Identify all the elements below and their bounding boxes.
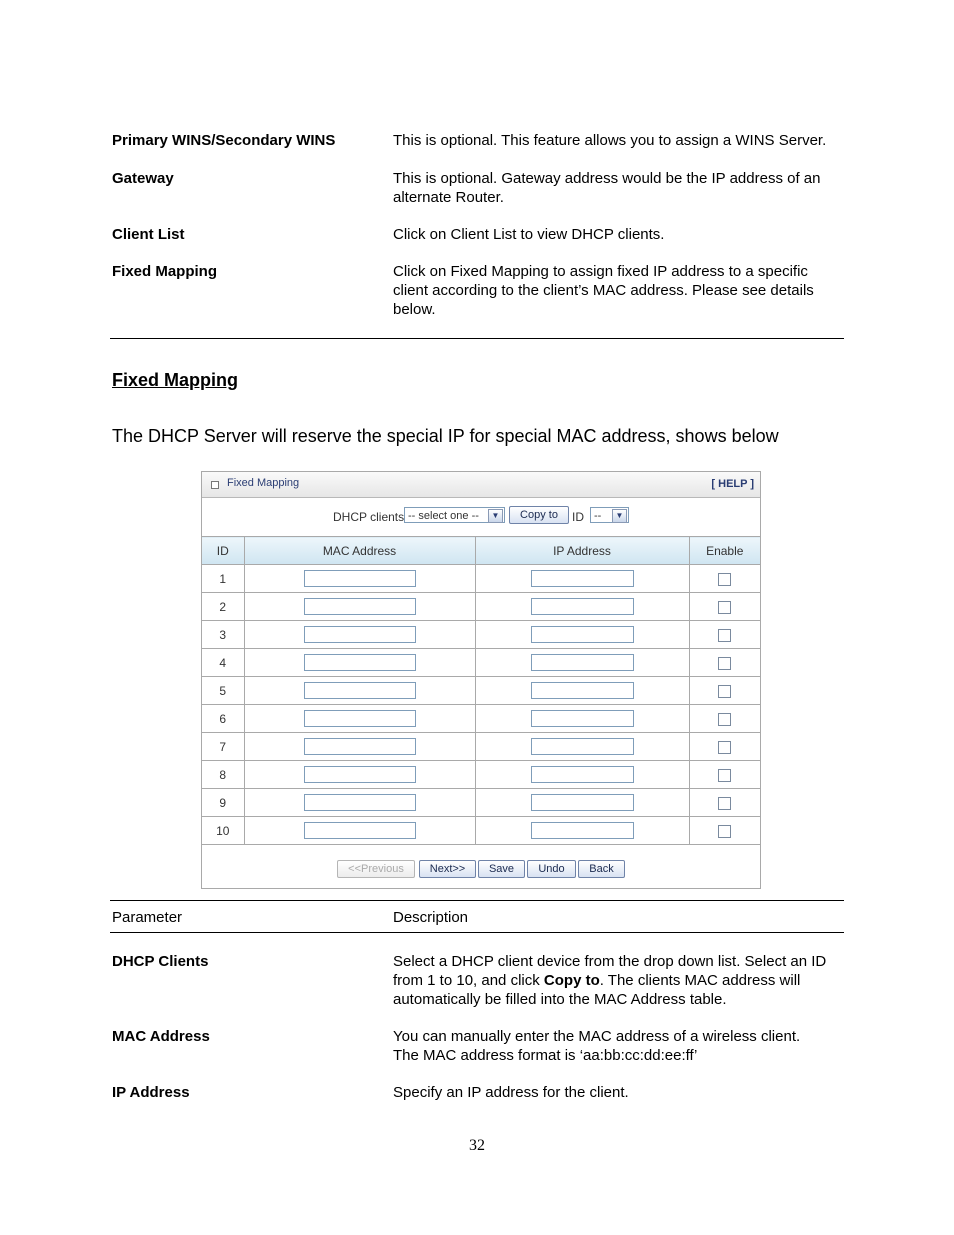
mac-address-input[interactable] xyxy=(304,598,416,615)
mac-address-input[interactable] xyxy=(304,738,416,755)
ip-address-cell xyxy=(475,565,689,593)
mac-address-input[interactable] xyxy=(304,682,416,699)
ip-address-cell xyxy=(475,705,689,733)
ip-address-input[interactable] xyxy=(531,822,634,839)
table-row xyxy=(202,565,760,593)
mac-address-cell xyxy=(244,705,475,733)
ip-address-cell xyxy=(475,789,689,817)
mac-address-cell xyxy=(244,761,475,789)
mac-address-input[interactable] xyxy=(304,570,416,587)
mac-address-cell xyxy=(244,649,475,677)
mac-address-cell xyxy=(244,593,475,621)
ip-address-input[interactable] xyxy=(531,570,634,587)
ip-address-input[interactable] xyxy=(531,654,634,671)
mac-address-cell xyxy=(244,733,475,761)
param-name-wins: Primary WINS/Secondary WINS xyxy=(112,132,336,149)
back-button[interactable]: Back xyxy=(578,860,625,878)
enable-cell xyxy=(689,593,760,621)
param-name-fixed-mapping: Fixed Mapping xyxy=(112,263,217,280)
previous-button[interactable]: <<Previous xyxy=(337,860,415,878)
row-id: 5 xyxy=(202,677,244,705)
row-id: 4 xyxy=(202,649,244,677)
param-desc-wins: This is optional. This feature allows you to assign a WINS Server. xyxy=(393,132,827,149)
divider xyxy=(110,932,844,933)
ip-address-input[interactable] xyxy=(531,598,634,615)
desc-header: Description xyxy=(393,909,469,926)
row-id: 10 xyxy=(202,817,244,845)
mac-address-cell xyxy=(244,621,475,649)
row-id: 7 xyxy=(202,733,244,761)
mac-address-input[interactable] xyxy=(304,654,416,671)
param-desc-fixed-mapping: Click on Fixed Mapping to assign fixed IP address to a specific client according to the client’s MAC address. Please see details below. xyxy=(393,263,814,318)
param-desc-ip-address: Specify an IP address for the client. xyxy=(393,1084,629,1101)
id-label: ID xyxy=(572,510,584,524)
mac-address-cell xyxy=(244,677,475,705)
enable-checkbox[interactable] xyxy=(718,769,731,782)
table-row xyxy=(202,621,760,649)
ip-address-input[interactable] xyxy=(531,794,634,811)
enable-cell xyxy=(689,565,760,593)
enable-checkbox[interactable] xyxy=(718,573,731,586)
ip-address-input[interactable] xyxy=(531,738,634,755)
mac-address-cell xyxy=(244,817,475,845)
param-header: Parameter xyxy=(112,909,183,926)
ip-address-input[interactable] xyxy=(531,710,634,727)
enable-checkbox[interactable] xyxy=(718,713,731,726)
col-id: ID xyxy=(202,537,244,565)
enable-checkbox[interactable] xyxy=(718,825,731,838)
param-name-mac-address: MAC Address xyxy=(112,1028,210,1045)
mac-address-cell xyxy=(244,789,475,817)
table-body xyxy=(202,565,760,845)
panel-header xyxy=(202,472,760,498)
mapping-table xyxy=(202,536,760,845)
copy-to-button[interactable]: Copy to xyxy=(509,506,569,524)
enable-checkbox[interactable] xyxy=(718,741,731,754)
panel-title: Fixed Mapping xyxy=(227,477,300,489)
col-mac-address: MAC Address xyxy=(244,537,475,565)
id-select[interactable]: -- ▼ xyxy=(590,507,629,523)
ip-address-cell xyxy=(475,593,689,621)
col-ip-address: IP Address xyxy=(475,537,689,565)
ip-address-cell xyxy=(475,621,689,649)
table-row xyxy=(202,593,760,621)
ip-address-cell xyxy=(475,761,689,789)
undo-button[interactable]: Undo xyxy=(527,860,576,878)
page-number: 32 xyxy=(469,1137,485,1154)
save-button[interactable]: Save xyxy=(478,860,525,878)
param-name-client-list: Client List xyxy=(112,226,185,243)
ip-address-input[interactable] xyxy=(531,682,634,699)
divider xyxy=(110,338,844,339)
mac-address-input[interactable] xyxy=(304,626,416,643)
table-row xyxy=(202,761,760,789)
mac-address-input[interactable] xyxy=(304,822,416,839)
table-row xyxy=(202,817,760,845)
help-link[interactable]: [ HELP ] xyxy=(711,478,754,490)
ip-address-cell xyxy=(475,677,689,705)
row-id: 2 xyxy=(202,593,244,621)
chevron-down-icon: ▼ xyxy=(488,509,503,523)
fixed-mapping-panel xyxy=(201,471,761,889)
table-footer xyxy=(202,851,760,888)
mac-address-cell xyxy=(244,565,475,593)
row-id: 8 xyxy=(202,761,244,789)
param-name-dhcp-clients: DHCP Clients xyxy=(112,953,209,970)
param-name-ip-address: IP Address xyxy=(112,1084,190,1101)
ip-address-input[interactable] xyxy=(531,626,634,643)
row-id: 3 xyxy=(202,621,244,649)
row-id: 1 xyxy=(202,565,244,593)
dhcp-clients-select[interactable]: -- select one -- ▼ xyxy=(404,507,505,523)
dhcp-clients-label: DHCP clients xyxy=(333,510,405,524)
section-heading: Fixed Mapping xyxy=(112,370,238,390)
enable-cell xyxy=(689,817,760,845)
ip-address-cell xyxy=(475,817,689,845)
divider xyxy=(110,900,844,901)
enable-checkbox[interactable] xyxy=(718,657,731,670)
ip-address-input[interactable] xyxy=(531,766,634,783)
table-header-row xyxy=(202,537,760,565)
mac-address-input[interactable] xyxy=(304,766,416,783)
panel-square-icon xyxy=(211,481,219,489)
dhcp-clients-toolbar xyxy=(202,498,760,537)
ip-address-cell xyxy=(475,733,689,761)
mac-address-input[interactable] xyxy=(304,710,416,727)
table-row xyxy=(202,649,760,677)
ip-address-cell xyxy=(475,649,689,677)
enable-cell xyxy=(689,621,760,649)
enable-cell xyxy=(689,761,760,789)
col-enable: Enable xyxy=(689,537,760,565)
enable-checkbox[interactable] xyxy=(718,685,731,698)
enable-checkbox[interactable] xyxy=(718,797,731,810)
row-id: 6 xyxy=(202,705,244,733)
chevron-down-icon: ▼ xyxy=(612,509,627,523)
param-desc-client-list: Click on Client List to view DHCP clients. xyxy=(393,226,665,243)
table-row xyxy=(202,677,760,705)
param-desc-mac-address: You can manually enter the MAC address of a wireless client. The MAC address format is ‘aa:bb:cc:dd:ee:ff’ xyxy=(393,1028,801,1064)
table-row xyxy=(202,733,760,761)
enable-checkbox[interactable] xyxy=(718,629,731,642)
enable-cell xyxy=(689,649,760,677)
enable-cell xyxy=(689,789,760,817)
enable-cell xyxy=(689,733,760,761)
row-id: 9 xyxy=(202,789,244,817)
table-row xyxy=(202,705,760,733)
enable-checkbox[interactable] xyxy=(718,601,731,614)
table-row xyxy=(202,789,760,817)
intro-text: The DHCP Server will reserve the special IP for special MAC address, shows below xyxy=(112,426,779,446)
mac-address-input[interactable] xyxy=(304,794,416,811)
param-desc-gateway: This is optional. Gateway address would be the IP address of an alternate Router. xyxy=(393,170,821,206)
param-name-gateway: Gateway xyxy=(112,170,174,187)
next-button[interactable]: Next>> xyxy=(419,860,476,878)
enable-cell xyxy=(689,705,760,733)
param-desc-dhcp-clients: Select a DHCP client device from the drop down list. Select an ID from 1 to 10, and click Copy to. The clients MAC address will automatically be filled into the MAC Address table. xyxy=(393,953,827,1008)
enable-cell xyxy=(689,677,760,705)
